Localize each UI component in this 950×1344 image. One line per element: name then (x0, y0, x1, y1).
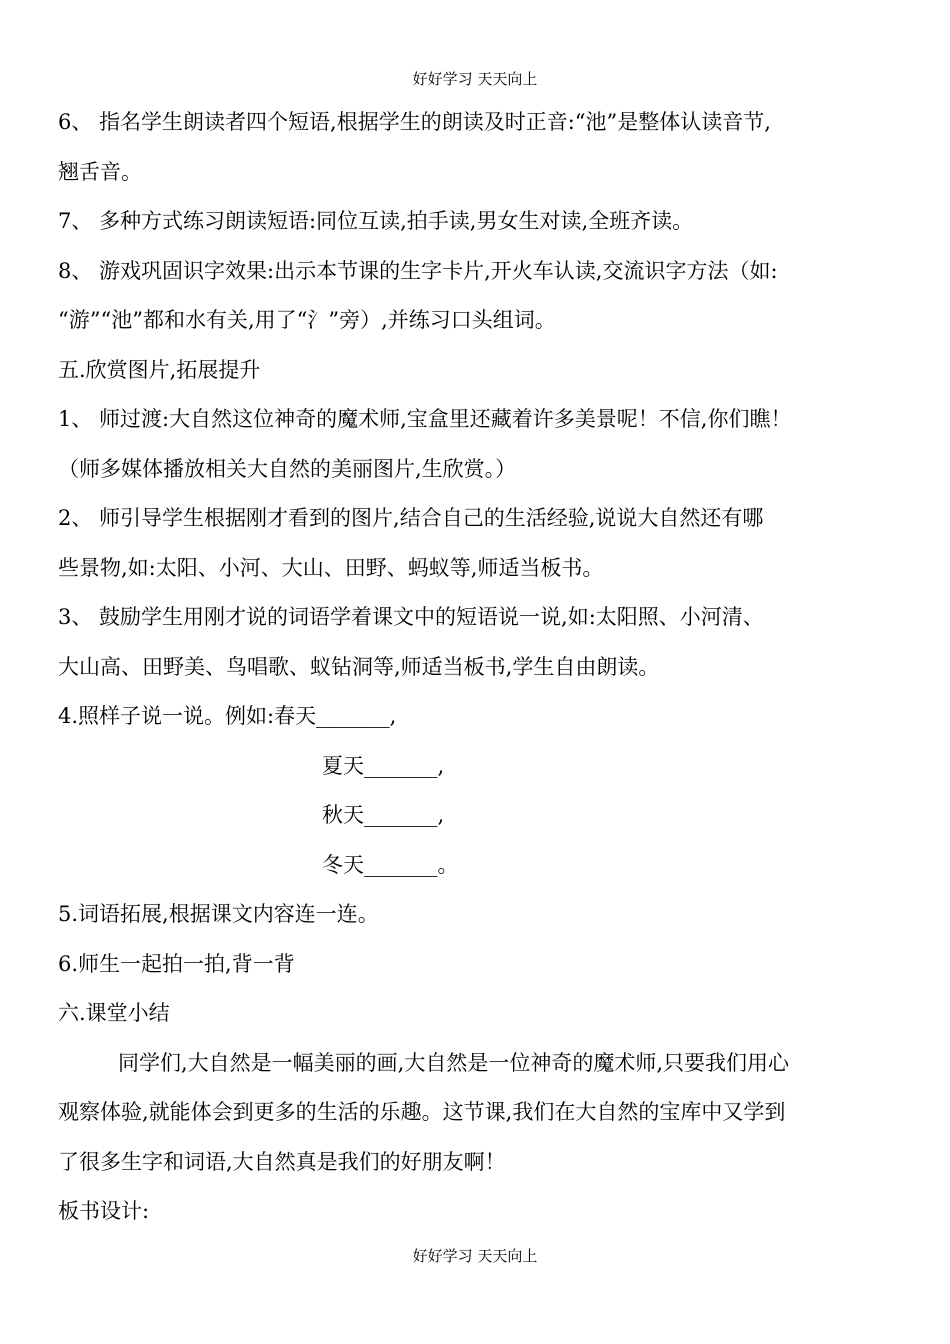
page-footer: 好好学习 天天向上 (412, 1247, 538, 1265)
text-line: 6、 指名学生朗读者四个短语,根据学生的朗读及时正音:“池”是整体认读音节, (58, 110, 771, 134)
text-line: 大山高、田野美、鸟唱歌、蚁钻洞等,师适当板书,学生自由朗读。 (58, 654, 660, 679)
text-line: 8、 游戏巩固识字效果:出示本节课的生字卡片,开火车认读,交流识字方法（如: (58, 258, 778, 283)
text-line: 板书设计: (58, 1199, 150, 1223)
text-line: 3、 鼓励学生用刚才说的词语学着课文中的短语说一说,如:太阳照、小河清、 (58, 605, 764, 629)
text-line: 7、 多种方式练习朗读短语:同位互读,拍手读,男女生对读,全班齐读。 (58, 209, 694, 233)
text-line: “游”“池”都和水有关,用了“氵”旁）,并练习口头组词。 (58, 308, 556, 332)
text-line: 6.师生一起拍一拍,背一背 (58, 951, 295, 976)
document-body (58, 98, 908, 1237)
text-line: 5.词语拓展,根据课文内容连一连。 (58, 902, 379, 926)
text-line: 些景物,如:太阳、小河、大山、田野、蚂蚁等,师适当板书。 (58, 555, 604, 580)
text-line: 1、 师过渡:大自然这位神奇的魔术师,宝盒里还藏着许多美景呢！不信,你们瞧！ (58, 407, 792, 431)
text-line: （师多媒体播放相关大自然的美丽图片,生欣赏。） (58, 456, 517, 481)
text-line: 同学们,大自然是一幅美丽的画,大自然是一位神奇的魔术师,只要我们用心 (118, 1050, 790, 1075)
page-header: 好好学习 天天向上 (412, 70, 538, 88)
fill-blank-line: 冬天_______。 (322, 852, 459, 877)
text-line: 2、 师引导学生根据刚才看到的图片,结合自己的生活经验,说说大自然还有哪 (58, 506, 764, 530)
fill-blank-line: 夏天_______, (322, 753, 445, 778)
text-line: 了很多生字和词语,大自然真是我们的好朋友啊！ (58, 1149, 506, 1174)
section-heading: 六.课堂小结 (58, 1001, 170, 1025)
text-line: 4.照样子说一说。例如:春天_______, (58, 704, 397, 728)
text-line: 翘舌音。 (58, 159, 142, 184)
text-line: 观察体验,就能体会到更多的生活的乐趣。这节课,我们在大自然的宝库中又学到 (58, 1100, 786, 1124)
fill-blank-line: 秋天_______, (322, 803, 445, 827)
section-heading: 五.欣赏图片,拓展提升 (58, 357, 261, 382)
